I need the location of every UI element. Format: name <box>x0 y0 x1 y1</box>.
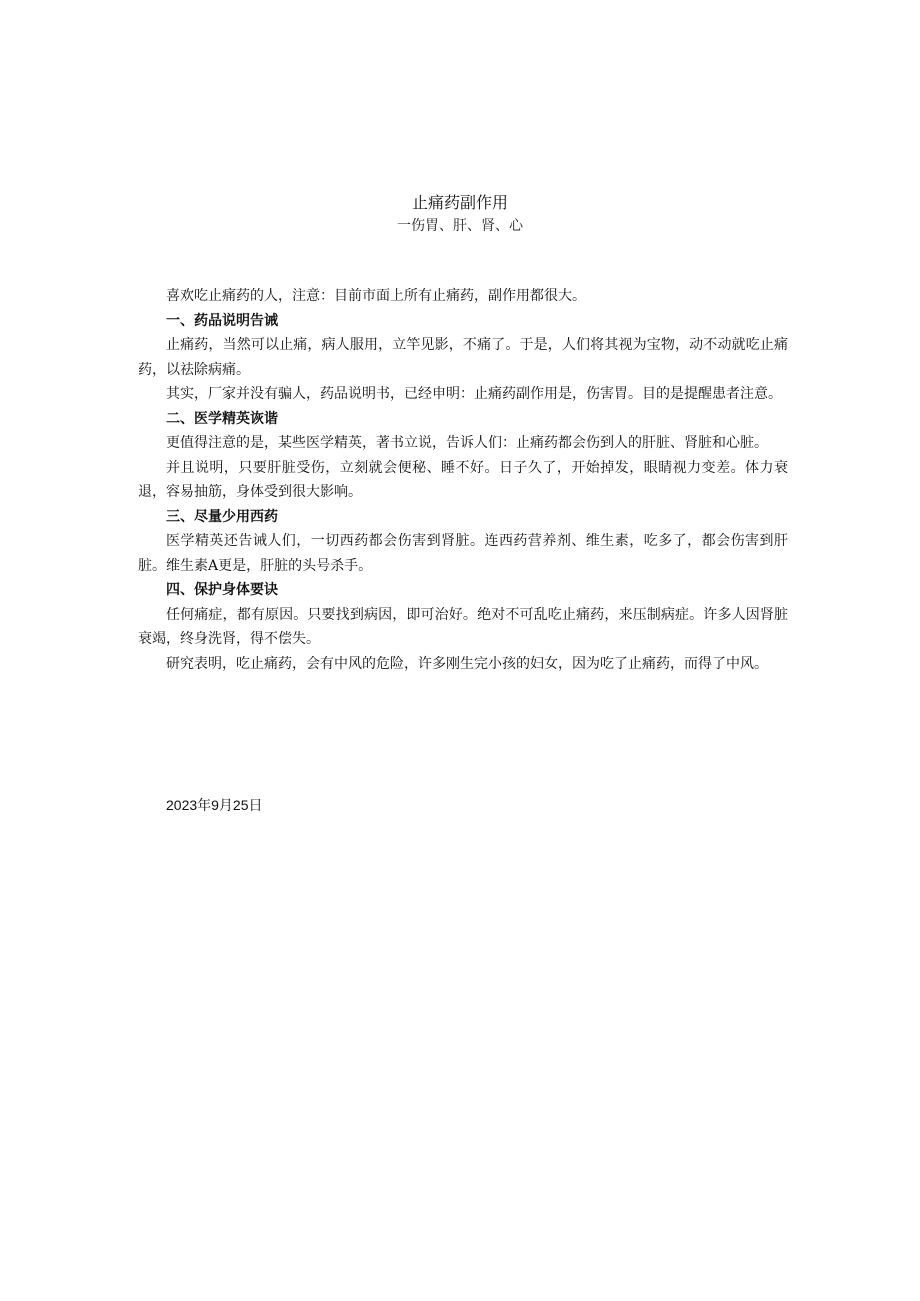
section-paragraph: 更值得注意的是，某些医学精英，著书立说，告诉人们：止痛药都会伤到人的肝脏、肾脏和心脏。 <box>166 435 768 451</box>
section-paragraph: 任何痛症，都有原因。只要找到病因，即可治好。绝对不可乱吃止痛药，来压制病症。许多人因肾脏衰竭，终身洗肾，得不偿失。 <box>138 606 788 647</box>
document-body <box>138 284 788 676</box>
section-paragraph: 医学精英还告诫人们，一切西药都会伤害到肾脏。连西药营养剂、维生素，吃多了，都会伤害到肝脏。维生素A更是，肝脏的头号杀手。 <box>138 533 788 574</box>
section-2 <box>138 407 788 505</box>
section-heading: 二、医学精英诙谐 <box>166 410 278 427</box>
intro-paragraph: 喜欢吃止痛药的人，注意：目前市面上所有止痛药，副作用都很大。 <box>166 288 586 304</box>
section-3 <box>138 505 788 579</box>
document-date: 2023年9月25日 <box>166 797 263 813</box>
page-title: 止痛药副作用 <box>411 193 508 212</box>
section-heading: 三、尽量少用西药 <box>166 508 278 525</box>
section-1 <box>138 309 788 407</box>
section-heading: 四、保护身体要诀 <box>166 582 278 598</box>
section-paragraph: 止痛药，当然可以止痛，病人服用，立竿见影，不痛了。于是，人们将其视为宝物，动不动就吃止痛药，以祛除病痛。 <box>138 337 788 378</box>
page-subtitle: 一伤胃、肝、肾、心 <box>397 218 523 234</box>
section-paragraph: 并且说明，只要肝脏受伤，立刻就会便秘、睡不好。日子久了，开始掉发，眼睛视力变差。体力衰退，容易抽筋，身体受到很大影响。 <box>138 459 788 500</box>
section-paragraph: 研究表明，吃止痛药，会有中风的危险，许多刚生完小孩的妇女，因为吃了止痛药，而得了中风。 <box>166 655 768 672</box>
section-paragraph: 其实，厂家并没有骗人，药品说明书，已经申明：止痛药副作用是，伤害胃。目的是提醒患者注意。 <box>166 386 782 402</box>
section-4 <box>138 578 788 676</box>
section-heading: 一、药品说明告诫 <box>166 312 278 329</box>
